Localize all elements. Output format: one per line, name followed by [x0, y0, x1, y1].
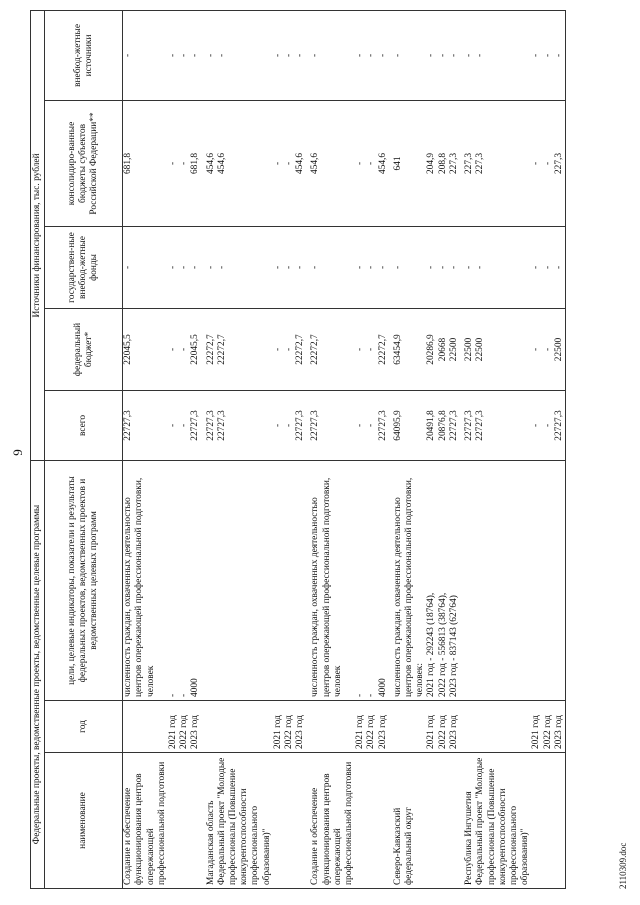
row-extrabudgetary-cell: - [217, 10, 273, 100]
row-goal-cell [554, 460, 566, 700]
row-name-cell [378, 753, 389, 889]
row-federal-cell: - [179, 308, 190, 390]
header-extrabudgetary: внебюд-жетные источники [45, 10, 123, 100]
row-extrabudgetary-cell: - [554, 10, 566, 100]
row-extrabudgetary-cell: - [123, 10, 168, 100]
row-extrabudgetary-cell: - [378, 10, 389, 100]
row-federal-cell: 22272,7 [206, 308, 217, 390]
row-name-cell [449, 753, 460, 889]
row-name-cell [273, 753, 284, 889]
header-consolidated-budgets: консолидиро-ванные бюджеты субъектов Российской Федерации** [45, 100, 123, 226]
row-goal-cell [475, 460, 531, 700]
row-extrabudgetary-cell: - [273, 10, 284, 100]
row-name-cell: Федеральный проект "Молодые профессионалы (Повышение конкурентоспособности профессионального образования)" [475, 753, 531, 889]
row-name-cell [438, 753, 449, 889]
header-federal-budget: федеральный бюджет* [45, 308, 123, 390]
row-federal-cell: 20668 [438, 308, 449, 390]
row-consolidated-cell: 681,8 [190, 100, 201, 226]
header-state-funds: государствен-ные внебюд-жетные фонды [45, 226, 123, 308]
header-columns-row [45, 10, 123, 888]
row-name-cell [531, 753, 542, 889]
row-extrabudgetary-cell: - [531, 10, 542, 100]
row-federal-cell: - [284, 308, 295, 390]
table-row [531, 10, 542, 888]
row-name-cell [426, 753, 437, 889]
row-consolidated-cell: - [531, 100, 542, 226]
row-total-cell: 20491,8 [426, 390, 437, 460]
row-name-cell [355, 753, 366, 889]
table-row [295, 10, 306, 888]
row-name-cell: Магаданская область [206, 753, 217, 889]
row-year-cell: 2023 год [554, 701, 566, 753]
row-state-funds-cell: - [531, 226, 542, 308]
row-name-cell [179, 753, 190, 889]
row-year-cell [393, 701, 427, 753]
row-federal-cell: 22500 [449, 308, 460, 390]
row-federal-cell: 22272,7 [378, 308, 389, 390]
row-state-funds-cell: - [393, 226, 427, 308]
row-total-cell: 22727,3 [464, 390, 475, 460]
row-consolidated-cell: - [168, 100, 179, 226]
row-state-funds-cell: - [217, 226, 273, 308]
row-state-funds-cell: - [123, 226, 168, 308]
row-year-cell [206, 701, 217, 753]
row-state-funds-cell: - [355, 226, 366, 308]
row-year-cell: 2021 год [426, 701, 437, 753]
row-goal-cell: - [179, 460, 190, 700]
row-extrabudgetary-cell: - [179, 10, 190, 100]
row-total-cell: 22727,3 [310, 390, 355, 460]
row-extrabudgetary-cell: - [168, 10, 179, 100]
row-state-funds-cell: - [438, 226, 449, 308]
row-year-cell: 2021 год [355, 701, 366, 753]
row-federal-cell: 22500 [554, 308, 566, 390]
row-federal-cell: - [168, 308, 179, 390]
row-year-cell: 2022 год [543, 701, 554, 753]
table-body [123, 10, 566, 888]
row-goal-cell: 2021 год - 292243 (18764), [426, 460, 437, 700]
row-year-cell: 2022 год [179, 701, 190, 753]
row-total-cell: 22727,3 [190, 390, 201, 460]
row-year-cell: 2023 год [449, 701, 460, 753]
row-year-cell: 2021 год [168, 701, 179, 753]
row-total-cell: 22727,3 [217, 390, 273, 460]
header-year: год [45, 701, 123, 753]
row-consolidated-cell: 454,6 [295, 100, 306, 226]
row-federal-cell: 22272,7 [217, 308, 273, 390]
row-total-cell: 20876,8 [438, 390, 449, 460]
table-row [190, 10, 201, 888]
row-goal-cell [531, 460, 542, 700]
row-extrabudgetary-cell: - [449, 10, 460, 100]
row-federal-cell: 22045,5 [123, 308, 168, 390]
row-state-funds-cell: - [378, 226, 389, 308]
table-row [378, 10, 389, 888]
row-consolidated-cell: - [273, 100, 284, 226]
row-state-funds-cell: - [366, 226, 377, 308]
row-federal-cell: 63454,9 [393, 308, 427, 390]
row-consolidated-cell: 208,8 [438, 100, 449, 226]
row-extrabudgetary-cell: - [438, 10, 449, 100]
row-state-funds-cell: - [190, 226, 201, 308]
row-total-cell: 22727,3 [449, 390, 460, 460]
row-consolidated-cell: 227,3 [464, 100, 475, 226]
row-consolidated-cell: - [355, 100, 366, 226]
row-extrabudgetary-cell: - [206, 10, 217, 100]
row-extrabudgetary-cell: - [190, 10, 201, 100]
row-state-funds-cell: - [464, 226, 475, 308]
row-goal-cell [543, 460, 554, 700]
row-state-funds-cell: - [295, 226, 306, 308]
row-total-cell: 22727,3 [554, 390, 566, 460]
row-state-funds-cell: - [179, 226, 190, 308]
row-federal-cell: 22045,5 [190, 308, 201, 390]
row-consolidated-cell: 454,6 [310, 100, 355, 226]
row-total-cell: 22727,3 [123, 390, 168, 460]
header-group-row [31, 10, 45, 888]
page-number: 9 [10, 449, 25, 456]
row-total-cell: - [168, 390, 179, 460]
row-consolidated-cell: 641 [393, 100, 427, 226]
table-row [284, 10, 295, 888]
row-goal-cell [464, 460, 475, 700]
row-total-cell: 22727,3 [378, 390, 389, 460]
row-goal-cell: - [366, 460, 377, 700]
row-name-cell [554, 753, 566, 889]
row-goal-cell [284, 460, 295, 700]
row-name-cell: Создание и обеспечение функционирования центров опережающей профессиональной подготовки [123, 753, 168, 889]
row-total-cell: 22727,3 [475, 390, 531, 460]
row-extrabudgetary-cell: - [366, 10, 377, 100]
row-year-cell: 2021 год [531, 701, 542, 753]
row-total-cell: - [284, 390, 295, 460]
row-name-cell: Создание и обеспечение функционирования центров опережающей профессиональной подготовки [310, 753, 355, 889]
row-year-cell [310, 701, 355, 753]
table-row [168, 10, 179, 888]
row-federal-cell: 22272,7 [295, 308, 306, 390]
row-name-cell [284, 753, 295, 889]
row-consolidated-cell: - [284, 100, 295, 226]
row-consolidated-cell: - [366, 100, 377, 226]
row-extrabudgetary-cell: - [543, 10, 554, 100]
table-row [310, 10, 355, 888]
table-row [449, 10, 460, 888]
table-row [554, 10, 566, 888]
table-row [123, 10, 168, 888]
row-name-cell: Республика Ингушетия [464, 753, 475, 889]
header-total: всего [45, 390, 123, 460]
row-state-funds-cell: - [284, 226, 295, 308]
row-total-cell: 22727,3 [295, 390, 306, 460]
row-extrabudgetary-cell: - [393, 10, 427, 100]
table-row [206, 10, 217, 888]
row-goal-cell [295, 460, 306, 700]
row-year-cell: 2022 год [438, 701, 449, 753]
row-extrabudgetary-cell: - [310, 10, 355, 100]
header-goals: цели, целевые индикаторы, показатели и результаты федеральных проектов, ведомственных проектов и ведомственных целевых программ [45, 460, 123, 700]
header-name: наименование [45, 753, 123, 889]
row-state-funds-cell: - [554, 226, 566, 308]
row-extrabudgetary-cell: - [355, 10, 366, 100]
row-name-cell [190, 753, 201, 889]
header-projects: Федеральные проекты, ведомственные проекты, ведомственные целевые программы [31, 460, 45, 888]
row-year-cell: 2021 год [273, 701, 284, 753]
row-extrabudgetary-cell: - [426, 10, 437, 100]
row-goal-cell [206, 460, 217, 700]
table-row [217, 10, 273, 888]
row-goal-cell: - [168, 460, 179, 700]
row-consolidated-cell: 454,6 [217, 100, 273, 226]
row-extrabudgetary-cell: - [464, 10, 475, 100]
row-year-cell: 2023 год [190, 701, 201, 753]
row-federal-cell: 22500 [464, 308, 475, 390]
table-row [426, 10, 437, 888]
row-year-cell [217, 701, 273, 753]
row-federal-cell: - [355, 308, 366, 390]
row-total-cell: - [179, 390, 190, 460]
row-goal-cell: численность граждан, охваченных деятельностью центров опережающей профессиональной подготовки, человек [123, 460, 168, 700]
row-total-cell: 22727,3 [206, 390, 217, 460]
row-state-funds-cell: - [206, 226, 217, 308]
row-total-cell: - [355, 390, 366, 460]
row-federal-cell: - [273, 308, 284, 390]
row-state-funds-cell: - [426, 226, 437, 308]
row-federal-cell: - [543, 308, 554, 390]
row-consolidated-cell: 204,9 [426, 100, 437, 226]
row-year-cell: 2023 год [295, 701, 306, 753]
table-row [464, 10, 475, 888]
table-row [543, 10, 554, 888]
row-federal-cell: 20286,9 [426, 308, 437, 390]
table-row [393, 10, 427, 888]
row-state-funds-cell: - [449, 226, 460, 308]
row-consolidated-cell: 227,3 [449, 100, 460, 226]
table-row [355, 10, 366, 888]
row-year-cell [464, 701, 475, 753]
row-total-cell: - [543, 390, 554, 460]
row-name-cell [366, 753, 377, 889]
table-row [438, 10, 449, 888]
table-row [179, 10, 190, 888]
row-state-funds-cell: - [168, 226, 179, 308]
row-federal-cell: - [531, 308, 542, 390]
row-goal-cell: численность граждан, охваченных деятельностью центров опережающей профессиональной подготовки, человек [310, 460, 355, 700]
row-year-cell: 2023 год [378, 701, 389, 753]
row-total-cell: - [531, 390, 542, 460]
row-consolidated-cell: - [543, 100, 554, 226]
row-goal-cell: 4000 [190, 460, 201, 700]
row-consolidated-cell: 227,3 [475, 100, 531, 226]
row-consolidated-cell: 681,8 [123, 100, 168, 226]
table-row [475, 10, 531, 888]
row-extrabudgetary-cell: - [475, 10, 531, 100]
row-state-funds-cell: - [273, 226, 284, 308]
row-extrabudgetary-cell: - [295, 10, 306, 100]
row-goal-cell [217, 460, 273, 700]
row-name-cell [543, 753, 554, 889]
row-name-cell: Северо-Кавказский федеральный округ [393, 753, 427, 889]
row-total-cell: - [273, 390, 284, 460]
row-goal-cell: 2023 год - 837143 (62764) [449, 460, 460, 700]
financing-table [30, 10, 566, 889]
row-goal-cell: - [355, 460, 366, 700]
row-year-cell [123, 701, 168, 753]
row-name-cell: Федеральный проект "Молодые профессионалы (Повышение конкурентоспособности профессионального образования)" [217, 753, 273, 889]
row-year-cell [475, 701, 531, 753]
table-row [273, 10, 284, 888]
row-extrabudgetary-cell: - [284, 10, 295, 100]
row-federal-cell: - [366, 308, 377, 390]
row-name-cell [295, 753, 306, 889]
document-id: 2110309.doc [618, 842, 628, 889]
row-consolidated-cell: - [179, 100, 190, 226]
row-state-funds-cell: - [543, 226, 554, 308]
row-goal-cell: 4000 [378, 460, 389, 700]
row-goal-cell: 2022 год - 556813 (38764), [438, 460, 449, 700]
row-goal-cell: численность граждан, охваченных деятельностью центров опережающей профессиональной подготовки, человек: [393, 460, 427, 700]
row-year-cell: 2022 год [366, 701, 377, 753]
row-goal-cell [273, 460, 284, 700]
row-consolidated-cell: 227,3 [554, 100, 566, 226]
row-year-cell: 2022 год [284, 701, 295, 753]
row-federal-cell: 22272,7 [310, 308, 355, 390]
row-total-cell: - [366, 390, 377, 460]
row-consolidated-cell: 454,6 [206, 100, 217, 226]
row-total-cell: 64095,9 [393, 390, 427, 460]
row-consolidated-cell: 454,6 [378, 100, 389, 226]
row-federal-cell: 22500 [475, 308, 531, 390]
row-name-cell [168, 753, 179, 889]
header-financing-sources: Источники финансирования, тыс. рублей [31, 10, 45, 460]
row-state-funds-cell: - [475, 226, 531, 308]
table-row [366, 10, 377, 888]
row-state-funds-cell: - [310, 226, 355, 308]
